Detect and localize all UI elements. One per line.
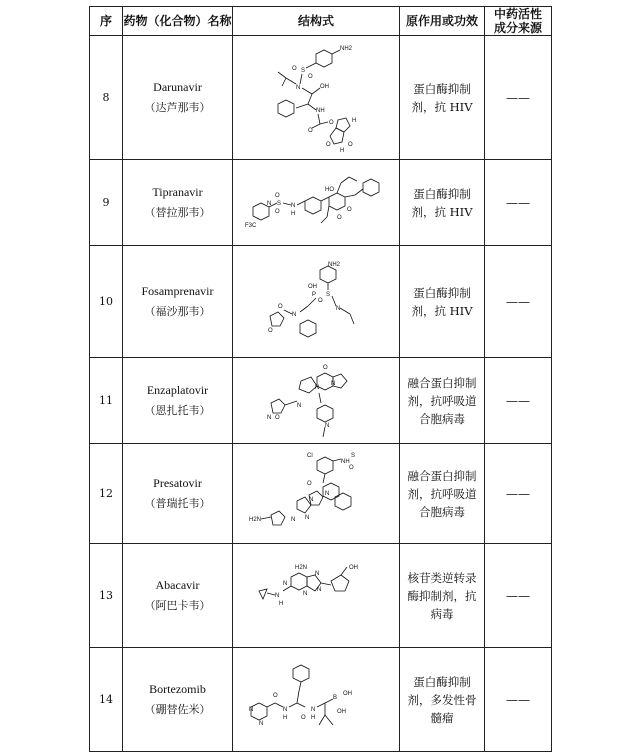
svg-text:S: S (277, 200, 282, 207)
svg-text:O: O (273, 692, 278, 699)
structure-cell (233, 544, 400, 648)
row-source: —— (485, 544, 552, 648)
drug-name-cn: （达芦那韦） (144, 101, 211, 114)
row-effect: 蛋白酶抑制剂，抗 HIV (400, 36, 485, 160)
row-name (123, 160, 233, 246)
row-seq: 10 (90, 246, 123, 358)
svg-text:O: O (307, 480, 312, 487)
svg-text:N: N (291, 516, 296, 523)
row-effect: 蛋白酶抑制剂，抗 HIV (400, 160, 485, 246)
svg-text:O: O (337, 214, 342, 221)
svg-text:OH: OH (320, 83, 329, 90)
structure-cell (233, 444, 400, 544)
svg-text:H: H (340, 147, 345, 154)
header-structure: 结构式 (233, 7, 400, 36)
svg-text:N: N (331, 380, 336, 387)
row-seq: 13 (90, 544, 123, 648)
row-name (123, 544, 233, 648)
header-effect: 原作用或功效 (400, 7, 485, 36)
svg-text:O: O (308, 127, 313, 134)
svg-text:O: O (301, 714, 306, 721)
header-seq: 序 (90, 7, 123, 36)
svg-text:O: O (318, 297, 323, 304)
svg-text:H: H (352, 117, 357, 124)
table-row (90, 648, 552, 752)
row-source: —— (485, 648, 552, 752)
svg-text:N: N (267, 200, 272, 207)
header-source: 中药活性成分来源 (485, 7, 552, 36)
drug-name-en: Presatovir (153, 476, 202, 490)
structure-cell (233, 358, 400, 444)
svg-text:NH: NH (316, 107, 325, 114)
row-effect: 蛋白酶抑制剂，抗 HIV (400, 246, 485, 358)
svg-text:H2N: H2N (249, 516, 262, 523)
drug-name-en: Bortezomib (149, 682, 206, 696)
svg-text:OH: OH (349, 564, 358, 571)
svg-text:NH: NH (341, 458, 350, 465)
drug-name-en: Fosamprenavir (141, 284, 214, 298)
drug-name-cn: （恩扎托韦） (144, 404, 211, 417)
row-source: —— (485, 358, 552, 444)
row-effect: 融合蛋白抑制剂，抗呼吸道合胞病毒 (400, 444, 485, 544)
svg-text:OH: OH (337, 708, 346, 715)
svg-text:N: N (325, 490, 330, 497)
svg-text:N: N (317, 586, 322, 593)
svg-text:N: N (311, 706, 316, 713)
svg-text:OH: OH (308, 283, 317, 290)
svg-text:O: O (348, 141, 353, 148)
svg-text:N: N (336, 305, 341, 312)
table-row (90, 358, 552, 444)
svg-text:O: O (349, 464, 354, 471)
row-effect: 核苷类逆转录酶抑制剂，抗病毒 (400, 544, 485, 648)
svg-text:N: N (305, 514, 310, 521)
drug-name-en: Tipranavir (152, 185, 203, 199)
svg-text:N: N (283, 706, 288, 713)
svg-text:Cl: Cl (307, 452, 313, 459)
svg-text:N: N (291, 202, 296, 209)
table-row (90, 246, 552, 358)
structure-cell (233, 246, 400, 358)
bortezomib-structure-image (241, 655, 391, 745)
svg-text:N: N (325, 422, 330, 429)
drug-name-cn: （硼替佐米） (144, 703, 211, 716)
svg-text:H: H (283, 714, 288, 721)
svg-text:N: N (309, 496, 314, 503)
svg-text:B: B (333, 694, 338, 701)
svg-text:O: O (326, 141, 331, 148)
drug-name-en: Enzaplatovir (146, 383, 209, 397)
svg-text:N: N (292, 311, 297, 318)
row-seq: 9 (90, 160, 123, 246)
svg-text:N: N (315, 384, 320, 391)
row-name (123, 648, 233, 752)
svg-text:P: P (312, 291, 317, 298)
table-row (90, 444, 552, 544)
table-header-row (90, 7, 552, 36)
svg-text:N: N (296, 84, 301, 91)
drug-name-en: Abacavir (155, 578, 200, 592)
row-effect: 蛋白酶抑制剂，多发性骨髓瘤 (400, 648, 485, 752)
row-name (123, 358, 233, 444)
abacavir-structure-image (251, 561, 381, 631)
svg-text:O: O (275, 414, 280, 421)
svg-text:N: N (303, 590, 308, 597)
row-seq: 14 (90, 648, 123, 752)
svg-text:NH2: NH2 (328, 261, 341, 268)
svg-text:N: N (249, 706, 254, 713)
darunavir-structure-image (256, 42, 376, 154)
svg-text:N: N (315, 570, 320, 577)
svg-text:S: S (351, 452, 356, 459)
svg-text:F3C: F3C (245, 222, 257, 229)
table-row (90, 160, 552, 246)
svg-text:O: O (268, 327, 273, 334)
drug-table (89, 6, 552, 752)
presatovir-structure-image (241, 449, 391, 539)
structure-cell (233, 648, 400, 752)
svg-text:NH2: NH2 (340, 45, 353, 52)
table-row (90, 36, 552, 160)
row-effect: 融合蛋白抑制剂，抗呼吸道合胞病毒 (400, 358, 485, 444)
tipranavir-structure-image (241, 165, 391, 241)
enzaplatovir-structure-image (261, 361, 371, 441)
row-source: —— (485, 444, 552, 544)
svg-text:H: H (311, 714, 316, 721)
svg-text:N: N (297, 402, 302, 409)
drug-name-cn: （替拉那韦） (144, 206, 211, 219)
structure-cell (233, 36, 400, 160)
row-source: —— (485, 36, 552, 160)
drug-name-cn: （普瑞托韦） (144, 497, 211, 510)
svg-text:O: O (329, 119, 334, 126)
svg-text:O: O (323, 364, 328, 371)
svg-text:OH: OH (343, 690, 352, 697)
row-seq: 12 (90, 444, 123, 544)
header-name: 药物（化合物）名称 (123, 7, 233, 36)
svg-text:N: N (267, 414, 272, 421)
drug-name-en: Darunavir (153, 80, 202, 94)
row-source: —— (485, 246, 552, 358)
fosamprenavir-structure-image (256, 252, 376, 352)
svg-text:O: O (275, 192, 280, 199)
svg-text:O: O (292, 65, 297, 72)
svg-text:O: O (308, 73, 313, 80)
row-seq: 11 (90, 358, 123, 444)
structure-cell (233, 160, 400, 246)
svg-text:N: N (275, 592, 280, 599)
svg-text:H2N: H2N (295, 564, 308, 571)
svg-text:O: O (275, 208, 280, 215)
svg-text:H: H (279, 600, 284, 607)
svg-text:S: S (326, 291, 331, 298)
row-name (123, 444, 233, 544)
drug-name-cn: （阿巴卡韦） (144, 599, 211, 612)
table-row (90, 544, 552, 648)
svg-text:N: N (259, 720, 264, 727)
drug-name-cn: （福沙那韦） (144, 305, 211, 318)
svg-text:O: O (347, 206, 352, 213)
row-seq: 8 (90, 36, 123, 160)
svg-text:H: H (291, 210, 296, 217)
svg-text:HO: HO (325, 186, 334, 193)
row-name (123, 246, 233, 358)
svg-text:O: O (278, 303, 283, 310)
row-name (123, 36, 233, 160)
svg-text:N: N (283, 580, 288, 587)
row-source: —— (485, 160, 552, 246)
svg-text:S: S (301, 67, 306, 74)
